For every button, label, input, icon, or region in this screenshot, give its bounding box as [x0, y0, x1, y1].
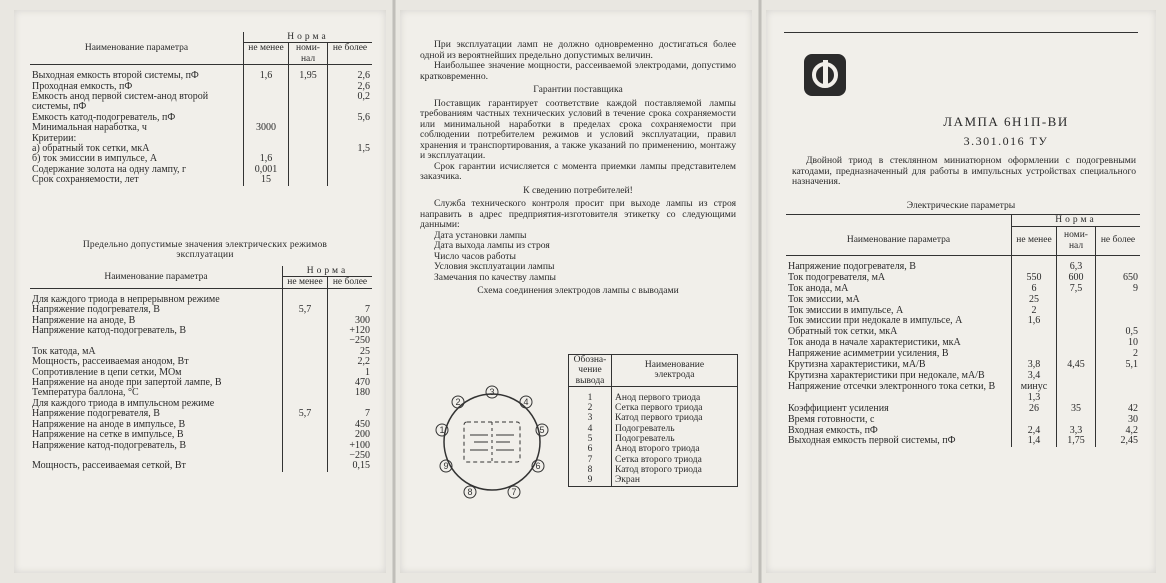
param-nom — [289, 144, 328, 154]
table-row — [30, 461, 372, 471]
param-name: Напряжение на аноде в импульсе, В — [32, 418, 186, 430]
param-name: Напряжение отсечки электронного тока сетки, В — [788, 380, 996, 392]
t2-col-min: не менее — [283, 277, 328, 288]
param-name: Входная емкость, пФ — [788, 424, 878, 436]
param-name: б) ток эмиссии в импульсе, А — [32, 153, 158, 165]
param-name: Напряжение подогревателя, В — [788, 260, 916, 272]
pin-row — [569, 424, 738, 434]
param-max: 2,6 — [328, 82, 373, 92]
param-name: Срок сохраняемости, лет — [32, 174, 139, 186]
param-name: Ток эмиссии при недокале в импульсе, А — [788, 315, 963, 327]
pin-electrode: Сетка первого триода — [612, 403, 738, 413]
param-max: 5,1 — [1096, 360, 1141, 371]
param-name: Ток эмиссии, мА — [788, 293, 860, 305]
fold-line-1 — [392, 0, 396, 583]
param-max — [1096, 295, 1141, 306]
param-nom — [1057, 306, 1096, 317]
params-table-3-wrap — [786, 214, 1140, 447]
pin-number: 2 — [569, 403, 612, 413]
param-min — [1012, 255, 1057, 272]
param-name: Напряжение на аноде при запертой лампе, В — [32, 377, 222, 389]
param-min: 2 — [1012, 306, 1057, 317]
param-max: 300 — [328, 316, 373, 326]
param-name: Сопротивление в цепи сетки, МОм — [32, 366, 182, 378]
param-max: 30 — [1096, 415, 1141, 426]
param-min — [244, 134, 289, 144]
pin-electrode: Анод второго триода — [612, 444, 738, 454]
param-min — [244, 92, 289, 113]
table-row — [786, 255, 1140, 272]
param-max: 7 — [328, 305, 373, 315]
pin-label-5: 5 — [539, 425, 545, 435]
param-name: Мощность, рассеиваемая анодом, Вт — [32, 356, 189, 368]
pin-electrode: Подогреватель — [612, 434, 738, 444]
spec-number: 3.301.016 ТУ — [963, 134, 1049, 148]
param-max: 0,5 — [1096, 327, 1141, 338]
param-nom: 4,45 — [1057, 360, 1096, 371]
notice-list-4: Условия эксплуатации лампы — [434, 261, 555, 272]
guarantee-title: Гарантии поставщика — [533, 84, 623, 95]
pin-electrode: Экран — [612, 475, 738, 486]
param-name: Коэффициент усиления — [788, 402, 889, 414]
param-nom: 1,95 — [289, 65, 328, 82]
param-nom: 35 — [1057, 404, 1096, 415]
param-min: 2,4 — [1012, 426, 1057, 437]
param-min: 550 — [1012, 273, 1057, 284]
power-note: Наибольшее значение мощности, рассеиваемой электродами, допустимо кратковременно. — [420, 60, 736, 82]
param-name: Напряжение катод-подогреватель, В — [32, 439, 187, 451]
param-max — [328, 175, 373, 185]
param-max: 450 — [328, 420, 373, 430]
param-min — [244, 82, 289, 92]
param-nom — [1057, 338, 1096, 349]
table-row — [30, 65, 372, 82]
params-table-1-wrap — [30, 32, 372, 186]
param-name: Температура баллона, °С — [32, 387, 139, 399]
pin-row — [569, 444, 738, 454]
param-nom — [289, 134, 328, 144]
param-min: 3,8 — [1012, 360, 1057, 371]
table-row — [30, 92, 372, 113]
pin-label-2: 2 — [455, 397, 461, 407]
param-max: +120 −250 — [328, 326, 373, 347]
pin-row — [569, 403, 738, 413]
param-min — [283, 430, 328, 440]
manufacturer-logo — [804, 54, 846, 96]
param-max: 25 — [328, 347, 373, 357]
param-max: 200 — [328, 430, 373, 440]
notice-list-2: Дата выхода лампы из строя — [434, 240, 550, 251]
param-nom — [289, 123, 328, 133]
param-max: 470 — [328, 378, 373, 388]
param-nom — [1057, 371, 1096, 382]
param-min — [1012, 415, 1057, 426]
table-row — [30, 123, 372, 133]
pin-row — [569, 413, 738, 423]
param-max: 7 — [328, 409, 373, 419]
pin-label-1: 1 — [439, 425, 445, 435]
t1-col-nom: номи- нал — [289, 43, 328, 65]
param-min: 5,7 — [283, 409, 328, 419]
param-max: 2,6 — [328, 65, 373, 82]
table-row — [30, 288, 372, 305]
param-name: Обратный ток сетки, мкА — [788, 326, 898, 338]
pin-number: 3 — [569, 413, 612, 423]
param-min — [283, 326, 328, 347]
right-panel — [766, 10, 1156, 573]
pin-row — [569, 386, 738, 403]
param-name: Емкость катод-подогреватель, пФ — [32, 111, 176, 123]
param-name: Минимальная наработка, ч — [32, 122, 147, 134]
pin-electrode: Анод первого триода — [612, 386, 738, 403]
param-min — [283, 357, 328, 367]
param-nom — [1057, 327, 1096, 338]
param-max: 2,45 — [1096, 436, 1141, 447]
param-max — [1096, 255, 1141, 272]
notice-title: К сведению потребителей! — [523, 184, 633, 196]
param-name: Напряжение на аноде, В — [32, 314, 136, 326]
middle-text-block — [420, 40, 736, 300]
t1-col-norm: Норма — [244, 32, 373, 43]
param-name: Ток анода в начале характеристики, мкА — [788, 337, 961, 349]
guarantee-period: Срок гарантии исчисляется с момента приемки лампы представителем заказчика. — [420, 160, 736, 182]
param-nom: 1,75 — [1057, 436, 1096, 447]
t3-col-nom: номи- нал — [1057, 226, 1096, 255]
pin-number: 9 — [569, 475, 612, 486]
param-min: 0,001 — [244, 165, 289, 175]
param-min — [283, 441, 328, 462]
pin-number: 8 — [569, 465, 612, 475]
params-table-3 — [786, 215, 1140, 447]
pin-row — [569, 465, 738, 475]
notice-list-3: Число часов работы — [434, 250, 516, 262]
param-max: 650 — [1096, 273, 1141, 284]
guarantee-text: Поставщик гарантирует соответствие каждой поставляемой лампы требованиям частных технических условий в течение срока сохраняемости или минимальной наработки в пределах срока сохраняемости при соблюдении потребителем режимов и условий эксплуатации, правил хранения и транспортирования, а также указаний по применению, монтажу и эксплуатации. — [420, 97, 736, 161]
param-max — [328, 165, 373, 175]
pin-label-3: 3 — [489, 387, 495, 397]
param-name: Проходная емкость, пФ — [32, 80, 133, 92]
pin-col-name: Наименование электрода — [612, 355, 738, 387]
param-max: 5,6 — [328, 113, 373, 123]
table-row — [786, 436, 1140, 447]
t2-col-max: не более — [328, 277, 373, 288]
pin-electrode: Катод первого триода — [612, 413, 738, 423]
param-name: Для каждого триода в непрерывном режиме — [32, 293, 220, 305]
param-min: 3000 — [244, 123, 289, 133]
pin-label-6: 6 — [535, 461, 541, 471]
params-table-2 — [30, 266, 372, 472]
table-row — [30, 430, 372, 440]
param-nom — [1057, 382, 1096, 404]
param-name: Выходная емкость второй системы, пФ — [32, 70, 199, 82]
fold-line-2 — [758, 0, 762, 583]
param-min — [283, 378, 328, 388]
pin-label-4: 4 — [523, 397, 529, 407]
param-name: Для каждого триода в импульсном режиме — [32, 397, 215, 409]
params-table-1 — [30, 32, 372, 186]
param-name: Крутизна характеристики, мА/В — [788, 359, 926, 371]
t3-col-max: не более — [1096, 226, 1141, 255]
limits-note: При эксплуатации ламп не должно одновременно достигаться более одной из вероятнейших предельно допустимых величин. — [420, 39, 736, 61]
t2-col-norm: Норма — [283, 266, 373, 277]
pin-electrode: Подогреватель — [612, 424, 738, 434]
pin-number: 5 — [569, 434, 612, 444]
param-nom — [1057, 316, 1096, 327]
param-name: Емкость анод первой систем-анод второй системы, пФ — [32, 91, 209, 113]
notice-text: Служба технического контроля просит при выходе лампы из строя направить в адрес предприятия-изготовителя этикетку со следующими данными: — [420, 198, 736, 230]
param-name: Содержание золота на одну лампу, г — [32, 163, 187, 175]
param-name: Ток подогревателя, мА — [788, 271, 886, 283]
product-description: Двойной триод в стеклянном миниатюрном оформлении с подогревными катодами, предназначенный для работы в импульсных устройствах специального назначения. — [792, 155, 1136, 187]
param-min — [1012, 327, 1057, 338]
param-min — [283, 388, 328, 398]
table-row — [786, 284, 1140, 295]
param-name: Напряжение катод-подогреватель, В — [32, 325, 187, 337]
pin-label-7: 7 — [511, 487, 517, 497]
middle-panel — [400, 10, 752, 573]
table-row — [786, 404, 1140, 415]
table-row — [30, 441, 372, 462]
param-name: Напряжение подогревателя, В — [32, 304, 160, 316]
param-max: 180 — [328, 388, 373, 398]
pin-row — [569, 475, 738, 486]
param-nom — [289, 113, 328, 123]
param-max — [328, 123, 373, 133]
t3-col-param: Наименование параметра — [786, 215, 1012, 255]
param-name: Ток анода, мА — [788, 282, 849, 294]
t1-col-max: не более — [328, 43, 373, 65]
electrical-params-title: Электрические параметры — [906, 200, 1016, 211]
param-max — [328, 154, 373, 164]
param-min: 1,4 — [1012, 436, 1057, 447]
param-max: 4,2 — [1096, 426, 1141, 437]
t1-col-min: не менее — [244, 43, 289, 65]
param-min — [283, 316, 328, 326]
notice-list-5: Замечания по качеству лампы — [434, 271, 556, 283]
param-min: 25 — [1012, 295, 1057, 306]
param-nom: 7,5 — [1057, 284, 1096, 295]
notice-list-1: Дата установки лампы — [434, 229, 527, 241]
table-row — [30, 326, 372, 347]
pin-number: 4 — [569, 424, 612, 434]
param-nom — [289, 165, 328, 175]
param-name: Напряжение подогревателя, В — [32, 408, 160, 420]
param-min — [283, 420, 328, 430]
t3-col-norm: Норма — [1012, 215, 1141, 226]
param-nom — [1057, 295, 1096, 306]
param-min: 3,4 — [1012, 371, 1057, 382]
t2-col-param: Наименование параметра — [30, 266, 283, 288]
param-name: Мощность, рассеиваемая сеткой, Вт — [32, 460, 186, 472]
pin-number: 7 — [569, 455, 612, 465]
pin-label-9: 9 — [443, 461, 449, 471]
param-max: 9 — [1096, 284, 1141, 295]
param-min: минус 1,3 — [1012, 382, 1057, 404]
param-name: Критерии: — [32, 132, 77, 144]
param-nom: 600 — [1057, 273, 1096, 284]
param-max — [1096, 382, 1141, 404]
right-top-rule — [784, 32, 1138, 33]
pin-col-num: Обозна- чение вывода — [569, 355, 612, 387]
param-max: 1 — [328, 368, 373, 378]
param-min — [283, 347, 328, 357]
param-max: +100 −250 — [328, 441, 373, 462]
param-max: 0,2 — [328, 92, 373, 113]
param-min — [283, 288, 328, 305]
table-row — [786, 295, 1140, 306]
param-min — [1012, 338, 1057, 349]
param-min: 15 — [244, 175, 289, 185]
limit-section-title: Предельно допустимые значения электрических режимов эксплуатации — [82, 240, 328, 260]
t3-col-min: не менее — [1012, 226, 1057, 255]
param-name: Напряжение асимметрии усиления, В — [788, 348, 949, 360]
param-max: 2 — [1096, 349, 1141, 360]
pin-number: 6 — [569, 444, 612, 454]
param-nom — [1057, 415, 1096, 426]
param-max: 2,2 — [328, 357, 373, 367]
table-row — [786, 382, 1140, 404]
param-min: 26 — [1012, 404, 1057, 415]
pin-electrode: Сетка второго триода — [612, 455, 738, 465]
param-nom — [289, 82, 328, 92]
param-nom — [289, 175, 328, 185]
left-panel — [14, 10, 386, 573]
param-max — [328, 288, 373, 305]
param-min: 1,6 — [244, 154, 289, 164]
pin-table — [568, 354, 738, 487]
param-nom: 3,3 — [1057, 426, 1096, 437]
param-name: Время готовности, с — [788, 413, 875, 425]
pin-electrode: Катод второго триода — [612, 465, 738, 475]
param-min: 1,6 — [244, 65, 289, 82]
param-nom — [289, 154, 328, 164]
product-title: ЛАМПА 6Н1П-ВИ — [943, 114, 1069, 129]
param-max: 10 — [1096, 338, 1141, 349]
param-min: 6 — [1012, 284, 1057, 295]
table-row — [30, 175, 372, 185]
param-name: а) обратный ток сетки, мкА — [32, 143, 150, 155]
param-name: Ток эмиссии в импульсе, А — [788, 304, 904, 316]
param-name: Ток катода, мА — [32, 345, 96, 357]
param-max — [1096, 306, 1141, 317]
table-row — [786, 415, 1140, 426]
param-max — [1096, 371, 1141, 382]
param-nom: 6,3 — [1057, 255, 1096, 272]
pinout-diagram — [422, 380, 562, 510]
param-min: 5,7 — [283, 305, 328, 315]
param-max: 42 — [1096, 404, 1141, 415]
scheme-title: Схема соединения электродов лампы с выводами — [477, 285, 679, 296]
param-max: 1,5 — [328, 144, 373, 154]
param-min: 1,6 — [1012, 316, 1057, 327]
param-name: Крутизна характеристики при недокале, мА/В — [788, 369, 985, 381]
param-max: 0,15 — [328, 461, 373, 471]
pin-row — [569, 434, 738, 444]
pin-label-8: 8 — [467, 487, 473, 497]
pin-row — [569, 455, 738, 465]
param-nom — [289, 92, 328, 113]
param-name: Напряжение на сетке в импульсе, В — [32, 429, 184, 441]
pin-number: 1 — [569, 386, 612, 403]
param-min — [283, 461, 328, 471]
param-name: Выходная емкость первой системы, пФ — [788, 435, 956, 447]
params-table-2-wrap — [30, 266, 372, 472]
t1-col-param: Наименование параметра — [30, 32, 244, 65]
param-min — [283, 368, 328, 378]
